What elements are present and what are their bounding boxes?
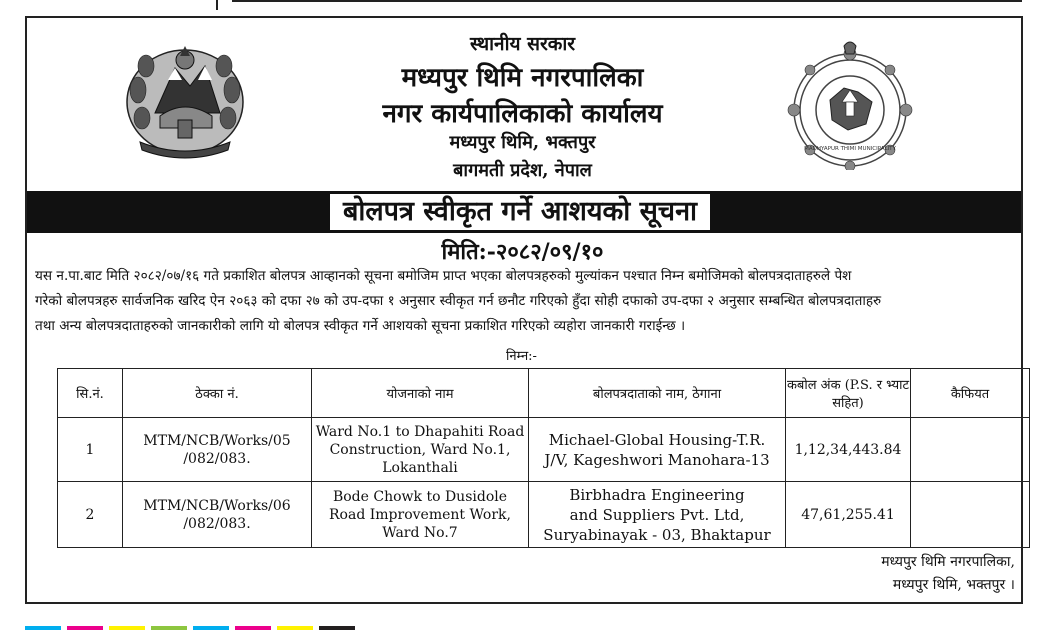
cell-line: Bode Chowk to Dusidole: [332, 488, 508, 505]
cell-line: Ward No.7: [382, 524, 458, 541]
previous-item-border: [232, 0, 1022, 6]
bid-table: [57, 368, 1030, 548]
cell-sn: 1: [58, 418, 123, 482]
cell-line: MTM/NCB/Works/06: [143, 497, 291, 514]
print-color-bars: [25, 626, 1025, 630]
cell-project: [312, 418, 529, 482]
cell-remarks: [911, 482, 1030, 548]
cell-bidder: [529, 418, 786, 482]
cell-line: Construction, Ward No.1,: [329, 441, 511, 458]
cell-line: and Suppliers Pvt. Ltd,: [569, 505, 745, 524]
color-bar-swatch: [67, 626, 103, 630]
table-row: [58, 418, 1030, 482]
cell-contract: [123, 482, 312, 548]
notice-date: मिति:-२०८२/०९/१०: [441, 239, 604, 265]
cell-remarks: [911, 418, 1030, 482]
col-header-amount: कबोल अंक (P.S. र भ्याट सहित): [786, 369, 911, 418]
cell-line: /082/083.: [183, 515, 251, 532]
cell-line: Ward No.1 to Dhapahiti Road: [315, 423, 525, 440]
cell-project: [312, 482, 529, 548]
header-municipality-name: मध्यपुर थिमि नगरपालिका: [401, 63, 644, 93]
color-bar-swatch: [235, 626, 271, 630]
notice-body-line: गरेको बोलपत्रहरु सार्वजनिक खरिद ऐन २०६३ को दफा २७ को उप-दफा १ अनुसार स्वीकृत गर्न छनौट गरिएको हुँदा सोही दफाको उप-दफा २ अनुसार सम्बन्धित बोलपत्रदाताहरु: [35, 293, 882, 309]
table-row: [58, 482, 1030, 548]
cell-line: MTM/NCB/Works/05: [143, 432, 291, 449]
header-office-name: नगर कार्यपालिकाको कार्यालय: [382, 99, 663, 129]
col-header-remarks: कैफियत: [911, 369, 1030, 418]
table-header-row: [58, 369, 1030, 418]
cell-line: Suryabinayak - 03, Bhaktapur: [543, 525, 771, 544]
cell-sn: 2: [58, 482, 123, 548]
col-header-bidder: बोलपत्रदाताको नाम, ठेगाना: [529, 369, 786, 418]
notice-body-line: तथा अन्य बोलपत्रदाताहरुको जानकारीको लागि यो बोलपत्र स्वीकृत गर्ने आशयको सूचना प्रकाशित गरिएको व्यहोरा जानकारी गराईन्छ ।: [35, 318, 686, 334]
cell-line: Road Improvement Work,: [329, 506, 511, 523]
list-intro: निम्न:-: [506, 349, 537, 364]
signature-municipality: मध्यपुर थिमि नगरपालिका,: [881, 554, 1015, 570]
header-local-government: स्थानीय सरकार: [469, 33, 576, 55]
cell-line: Lokanthali: [382, 459, 458, 476]
color-bar-swatch: [109, 626, 145, 630]
cell-line: Michael-Global Housing-T.R.: [548, 430, 766, 449]
header-province: बागमती प्रदेश, नेपाल: [453, 160, 592, 181]
color-bar-swatch: [193, 626, 229, 630]
cell-line: /082/083.: [183, 450, 251, 467]
col-header-sn: सि.नं.: [58, 369, 123, 418]
notice-title: बोलपत्र स्वीकृत गर्ने आशयको सूचना: [330, 194, 710, 230]
col-header-contract: ठेक्का नं.: [123, 369, 312, 418]
logo-ring-text: MADHYAPUR THIMI MUNICIPALITY: [804, 146, 896, 152]
notice-body: [35, 264, 1015, 339]
cell-line: J/V, Kageshwori Manohara-13: [544, 450, 770, 469]
color-bar-swatch: [319, 626, 355, 630]
cell-amount: 1,12,34,443.84: [786, 418, 911, 482]
color-bar-swatch: [25, 626, 61, 630]
header-location: मध्यपुर थिमि, भक्तपुर: [449, 132, 596, 153]
color-bar-swatch: [277, 626, 313, 630]
cell-amount: 47,61,255.41: [786, 482, 911, 548]
page-edge-line: [216, 0, 218, 10]
notice-body-line: यस न.पा.बाट मिति २०८२/०७/१६ गते प्रकाशित बोलपत्र आव्हानको सूचना बमोजिम प्राप्त भएका बोलपत्रहरुको मुल्यांकन पश्चात निम्न बमोजिमको बोलपत्रदाताहरुले पेश: [35, 268, 852, 284]
col-header-project: योजनाको नाम: [312, 369, 529, 418]
signature-address: मध्यपुर थिमि, भक्तपुर ।: [892, 577, 1015, 593]
color-bar-swatch: [151, 626, 187, 630]
cell-bidder: [529, 482, 786, 548]
cell-contract: [123, 418, 312, 482]
cell-line: Birbhadra Engineering: [569, 485, 745, 504]
